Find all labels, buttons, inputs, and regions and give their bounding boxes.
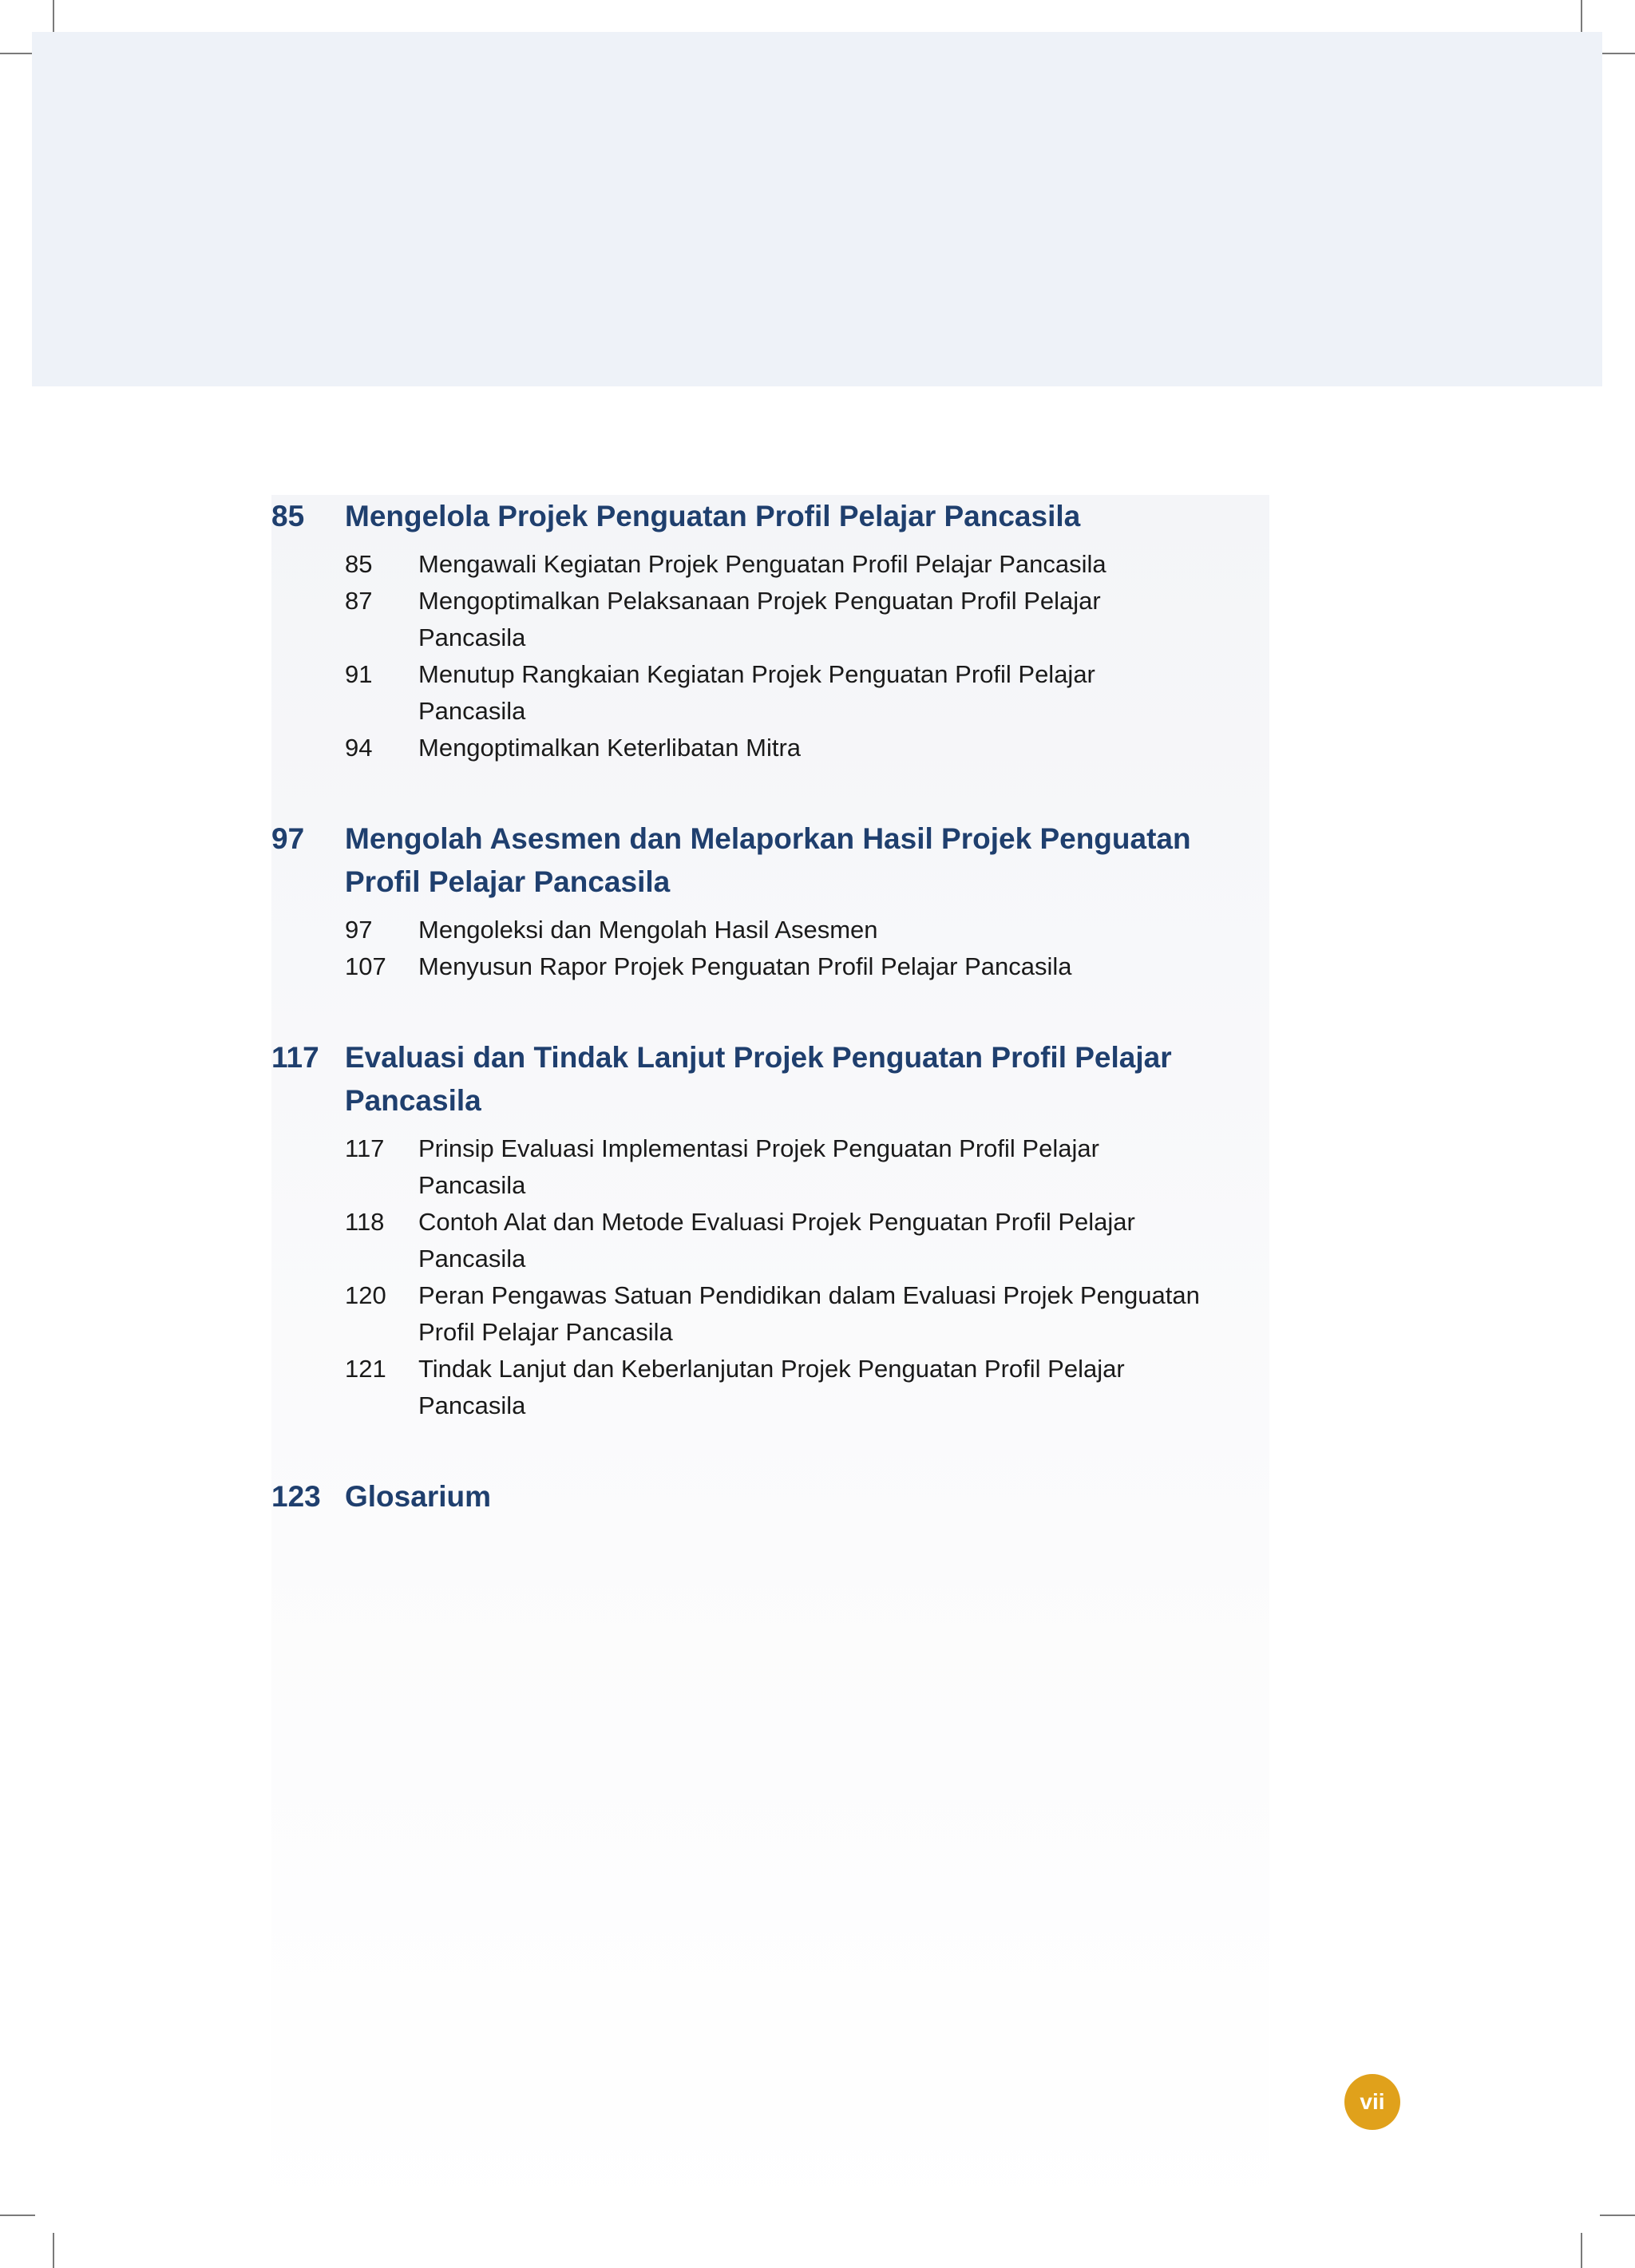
chapter-title: Glosarium [345, 1480, 491, 1513]
crop-mark-bottom-right-horizontal [1600, 2215, 1635, 2216]
entry-title [418, 546, 1297, 583]
entry-title [418, 656, 1297, 730]
chapter-page-number: 123 [271, 1480, 321, 1513]
toc-chapter [271, 1036, 1325, 1424]
entry-page-number: 97 [345, 916, 373, 944]
entry-page-number: 120 [345, 1281, 386, 1309]
entry-title-line: Contoh Alat dan Metode Evaluasi Projek Penguatan Profil Pelajar [418, 1208, 1135, 1236]
entry-title [418, 583, 1297, 656]
chapter-title [345, 1036, 1271, 1122]
entry-title-line: Pancasila [418, 623, 526, 651]
crop-mark-bottom-left-vertical [53, 2233, 54, 2268]
entry-page-number: 107 [345, 952, 386, 980]
chapter-heading[interactable] [271, 817, 1325, 904]
chapter-page-number: 85 [271, 500, 305, 532]
entry-title-line: Pancasila [418, 1171, 526, 1199]
chapter-heading[interactable] [271, 1475, 1325, 1518]
entry-page-number: 91 [345, 660, 373, 688]
section-list [345, 912, 1325, 985]
toc-entry[interactable] [345, 1204, 1325, 1277]
crop-mark-top-right-vertical [1581, 0, 1582, 35]
toc-entry[interactable] [345, 656, 1325, 730]
entry-title-line: Pancasila [418, 697, 526, 725]
entry-title-line: Tindak Lanjut dan Keberlanjutan Projek Penguatan Profil Pelajar [418, 1355, 1125, 1383]
chapter-page-number: 97 [271, 822, 305, 855]
entry-title-line: Mengawali Kegiatan Projek Penguatan Profil Pelajar Pancasila [418, 550, 1106, 578]
crop-mark-bottom-right-vertical [1581, 2233, 1582, 2268]
section-list [345, 546, 1325, 766]
header-band [32, 32, 1602, 386]
entry-title-line: Mengoleksi dan Mengolah Hasil Asesmen [418, 916, 878, 944]
entry-title [418, 730, 1297, 766]
entry-page-number: 121 [345, 1355, 386, 1383]
chapter-page-number: 117 [271, 1041, 319, 1074]
toc-entry[interactable] [345, 583, 1325, 656]
chapter-heading[interactable] [271, 1036, 1325, 1122]
chapter-title [345, 817, 1271, 904]
entry-title [418, 1351, 1297, 1424]
section-list [345, 1130, 1325, 1424]
chapter-title-line: Pancasila [345, 1084, 481, 1117]
entry-title-line: Peran Pengawas Satuan Pendidikan dalam Evaluasi Projek Penguatan [418, 1281, 1200, 1309]
entry-title [418, 948, 1297, 985]
chapter-title-line: Evaluasi dan Tindak Lanjut Projek Penguatan Profil Pelajar [345, 1041, 1172, 1074]
chapter-title-line: Profil Pelajar Pancasila [345, 865, 671, 898]
entry-title-line: Mengoptimalkan Keterlibatan Mitra [418, 734, 802, 762]
crop-mark-top-left-vertical [53, 0, 54, 35]
entry-page-number: 85 [345, 550, 373, 578]
chapter-title: Mengelola Projek Penguatan Profil Pelajar Pancasila [345, 500, 1081, 532]
entry-page-number: 87 [345, 587, 373, 615]
page-number-badge: vii [1344, 2074, 1400, 2130]
entry-title-line: Mengoptimalkan Pelaksanaan Projek Penguatan Profil Pelajar [418, 587, 1101, 615]
entry-page-number: 117 [345, 1134, 385, 1162]
entry-page-number: 118 [345, 1208, 385, 1236]
entry-title-line: Profil Pelajar Pancasila [418, 1318, 673, 1346]
entry-title-line: Menutup Rangkaian Kegiatan Projek Penguatan Profil Pelajar [418, 660, 1095, 688]
toc-entry[interactable] [345, 730, 1325, 766]
toc-chapter [271, 495, 1325, 766]
entry-title [418, 912, 1297, 948]
toc-chapter [271, 1475, 1325, 1518]
toc-entry[interactable] [345, 546, 1325, 583]
entry-title [418, 1130, 1297, 1204]
entry-title-line: Menyusun Rapor Projek Penguatan Profil Pelajar Pancasila [418, 952, 1072, 980]
toc-entry[interactable] [345, 1351, 1325, 1424]
toc-chapter [271, 817, 1325, 985]
table-of-contents [271, 495, 1325, 1569]
crop-mark-top-right-horizontal [1600, 53, 1635, 54]
toc-entry[interactable] [345, 1130, 1325, 1204]
entry-title-line: Prinsip Evaluasi Implementasi Projek Penguatan Profil Pelajar [418, 1134, 1099, 1162]
entry-title [418, 1277, 1297, 1351]
chapter-heading[interactable] [271, 495, 1325, 538]
chapter-title-line: Mengolah Asesmen dan Melaporkan Hasil Projek Penguatan [345, 822, 1191, 855]
entry-title [418, 1204, 1297, 1277]
toc-entry[interactable] [345, 1277, 1325, 1351]
entry-title-line: Pancasila [418, 1391, 526, 1419]
toc-entry[interactable] [345, 912, 1325, 948]
crop-mark-bottom-left-horizontal [0, 2215, 35, 2216]
entry-title-line: Pancasila [418, 1245, 526, 1273]
crop-mark-top-left-horizontal [0, 53, 35, 54]
entry-page-number: 94 [345, 734, 373, 762]
toc-entry[interactable] [345, 948, 1325, 985]
